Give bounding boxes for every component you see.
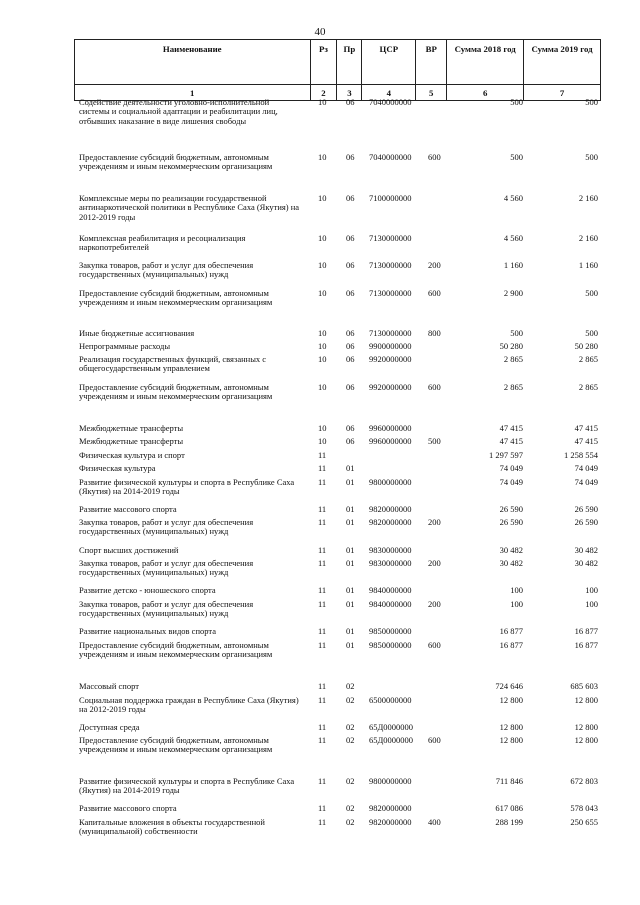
row-name: Развитие массового спорта bbox=[79, 504, 177, 514]
row-pr: 06 bbox=[346, 354, 355, 364]
row-name: Развитие физической культуры и спорта в Республике Саха (Якутия) на 2014-2019 годы bbox=[79, 477, 295, 497]
row-csr: 9820000000 bbox=[369, 803, 412, 813]
row-name: Межбюджетные трансферты bbox=[79, 436, 184, 446]
row-rz: 10 bbox=[318, 152, 327, 162]
row-vr: 400 bbox=[428, 817, 441, 827]
row-vr: 600 bbox=[428, 152, 441, 162]
row-sum-2018: 74 049 bbox=[499, 477, 523, 487]
row-pr: 02 bbox=[346, 803, 355, 813]
row-pr: 01 bbox=[346, 640, 355, 650]
row-rz: 11 bbox=[318, 640, 327, 650]
row-pr: 01 bbox=[346, 626, 355, 636]
row-name: Массовый спорт bbox=[79, 681, 139, 691]
row-sum-2018: 12 800 bbox=[499, 735, 523, 745]
row-pr: 06 bbox=[346, 97, 355, 107]
row-rz: 11 bbox=[318, 695, 327, 705]
header-sum-2019: Сумма 2019 год bbox=[524, 40, 601, 85]
row-sum-2018: 74 049 bbox=[499, 463, 523, 473]
col-number-1: 1 bbox=[75, 85, 311, 101]
row-pr: 01 bbox=[346, 558, 355, 568]
row-sum-2018: 500 bbox=[510, 328, 523, 338]
row-sum-2018: 500 bbox=[510, 97, 523, 107]
row-name: Развитие детско - юношеского спорта bbox=[79, 585, 216, 595]
row-rz: 10 bbox=[318, 436, 327, 446]
row-sum-2019: 74 049 bbox=[574, 463, 598, 473]
row-csr: 7130000000 bbox=[369, 260, 412, 270]
row-csr: 9800000000 bbox=[369, 477, 412, 487]
row-sum-2018: 711 846 bbox=[495, 776, 523, 786]
row-pr: 06 bbox=[346, 328, 355, 338]
row-rz: 10 bbox=[318, 328, 327, 338]
row-pr: 06 bbox=[346, 423, 355, 433]
row-pr: 06 bbox=[346, 382, 355, 392]
row-pr: 06 bbox=[346, 341, 355, 351]
col-number-3: 3 bbox=[337, 85, 362, 101]
row-pr: 01 bbox=[346, 585, 355, 595]
row-pr: 02 bbox=[346, 817, 355, 827]
row-rz: 11 bbox=[318, 817, 327, 827]
row-name: Предоставление субсидий бюджетным, автономным учреждениям и иным некоммерческим организациям bbox=[79, 382, 273, 402]
page-number: 40 bbox=[314, 26, 326, 38]
row-sum-2019: 12 800 bbox=[574, 735, 598, 745]
header-vr: ВР bbox=[416, 40, 447, 85]
row-rz: 11 bbox=[318, 681, 327, 691]
row-csr: 9830000000 bbox=[369, 545, 412, 555]
col-number-2: 2 bbox=[310, 85, 337, 101]
row-sum-2018: 617 086 bbox=[495, 803, 523, 813]
row-name: Спорт высших достижений bbox=[79, 545, 179, 555]
row-csr: 9900000000 bbox=[369, 341, 412, 351]
row-csr: 9920000000 bbox=[369, 382, 412, 392]
row-rz: 11 bbox=[318, 477, 327, 487]
row-rz: 10 bbox=[318, 382, 327, 392]
row-rz: 11 bbox=[318, 545, 327, 555]
col-number-6: 6 bbox=[447, 85, 524, 101]
row-name: Развитие физической культуры и спорта в Республике Саха (Якутия) на 2014-2019 годы bbox=[79, 776, 295, 796]
row-csr: 9820000000 bbox=[369, 504, 412, 514]
row-name: Социальная поддержка граждан в Республике Саха (Якутия) на 2012-2019 годы bbox=[79, 695, 299, 715]
row-pr: 01 bbox=[346, 504, 355, 514]
row-vr: 200 bbox=[428, 260, 441, 270]
row-pr: 06 bbox=[346, 152, 355, 162]
row-pr: 02 bbox=[346, 681, 355, 691]
row-vr: 200 bbox=[428, 558, 441, 568]
row-csr: 65Д0000000 bbox=[369, 722, 414, 732]
row-name: Реализация государственных функций, связанных с общегосударственным управлением bbox=[79, 354, 267, 374]
row-csr: 7130000000 bbox=[369, 328, 412, 338]
row-rz: 11 bbox=[318, 599, 327, 609]
row-name: Доступная среда bbox=[79, 722, 140, 732]
row-sum-2019: 30 482 bbox=[574, 558, 598, 568]
row-sum-2019: 47 415 bbox=[574, 436, 598, 446]
row-rz: 11 bbox=[318, 517, 327, 527]
row-name: Физическая культура и спорт bbox=[79, 450, 185, 460]
row-sum-2019: 100 bbox=[585, 599, 598, 609]
row-pr: 02 bbox=[346, 776, 355, 786]
header-pr: Пр bbox=[337, 40, 362, 85]
row-sum-2018: 26 590 bbox=[499, 504, 523, 514]
row-sum-2018: 47 415 bbox=[499, 436, 523, 446]
row-name: Межбюджетные трансферты bbox=[79, 423, 184, 433]
row-sum-2018: 2 900 bbox=[503, 288, 523, 298]
row-name: Предоставление субсидий бюджетным, автономным учреждениям и иным некоммерческим организациям bbox=[79, 152, 273, 172]
row-sum-2018: 1 297 597 bbox=[489, 450, 523, 460]
row-pr: 02 bbox=[346, 722, 355, 732]
row-name: Закупка товаров, работ и услуг для обеспечения государственных (муниципальных) нужд bbox=[79, 558, 254, 578]
row-name: Физическая культура bbox=[79, 463, 156, 473]
row-sum-2019: 2 160 bbox=[578, 193, 598, 203]
row-pr: 01 bbox=[346, 545, 355, 555]
header-csr: ЦСР bbox=[362, 40, 416, 85]
row-pr: 02 bbox=[346, 695, 355, 705]
col-number-4: 4 bbox=[362, 85, 416, 101]
row-rz: 10 bbox=[318, 423, 327, 433]
row-pr: 01 bbox=[346, 599, 355, 609]
row-sum-2018: 4 560 bbox=[503, 193, 523, 203]
row-name: Предоставление субсидий бюджетным, автономным учреждениям и иным некоммерческим организациям bbox=[79, 735, 273, 755]
row-sum-2018: 100 bbox=[510, 585, 523, 595]
row-vr: 600 bbox=[428, 382, 441, 392]
row-sum-2018: 1 160 bbox=[503, 260, 523, 270]
row-sum-2019: 74 049 bbox=[574, 477, 598, 487]
row-sum-2019: 12 800 bbox=[574, 695, 598, 705]
row-sum-2019: 30 482 bbox=[574, 545, 598, 555]
row-csr: 65Д0000000 bbox=[369, 735, 414, 745]
row-sum-2019: 2 865 bbox=[578, 382, 598, 392]
row-sum-2018: 16 877 bbox=[499, 640, 523, 650]
row-csr: 9840000000 bbox=[369, 585, 412, 595]
row-name: Закупка товаров, работ и услуг для обеспечения государственных (муниципальных) нужд bbox=[79, 260, 254, 280]
row-sum-2018: 12 800 bbox=[499, 722, 523, 732]
row-name: Закупка товаров, работ и услуг для обеспечения государственных (муниципальных) нужд bbox=[79, 517, 254, 537]
row-sum-2019: 500 bbox=[585, 328, 598, 338]
row-csr: 9920000000 bbox=[369, 354, 412, 364]
row-name: Развитие массового спорта bbox=[79, 803, 177, 813]
row-rz: 10 bbox=[318, 233, 327, 243]
row-pr: 06 bbox=[346, 193, 355, 203]
row-sum-2018: 4 560 bbox=[503, 233, 523, 243]
row-sum-2019: 100 bbox=[585, 585, 598, 595]
row-sum-2019: 672 803 bbox=[570, 776, 598, 786]
row-pr: 06 bbox=[346, 233, 355, 243]
row-vr: 600 bbox=[428, 288, 441, 298]
row-sum-2018: 2 865 bbox=[503, 354, 523, 364]
row-csr: 9850000000 bbox=[369, 640, 412, 650]
row-rz: 11 bbox=[318, 463, 327, 473]
row-name: Иные бюджетные ассигнования bbox=[79, 328, 195, 338]
row-rz: 11 bbox=[318, 722, 327, 732]
header-sum-2018: Сумма 2018 год bbox=[447, 40, 524, 85]
row-sum-2019: 47 415 bbox=[574, 423, 598, 433]
row-sum-2019: 500 bbox=[585, 97, 598, 107]
row-pr: 06 bbox=[346, 288, 355, 298]
row-sum-2018: 30 482 bbox=[499, 558, 523, 568]
row-sum-2019: 26 590 bbox=[574, 517, 598, 527]
col-number-5: 5 bbox=[416, 85, 447, 101]
row-sum-2019: 16 877 bbox=[574, 640, 598, 650]
row-rz: 10 bbox=[318, 97, 327, 107]
row-csr: 7040000000 bbox=[369, 152, 412, 162]
row-vr: 200 bbox=[428, 599, 441, 609]
row-sum-2019: 2 160 bbox=[578, 233, 598, 243]
row-sum-2019: 12 800 bbox=[574, 722, 598, 732]
row-csr: 7040000000 bbox=[369, 97, 412, 107]
row-name: Капитальные вложения в объекты государственной (муниципальной) собственности bbox=[79, 817, 265, 837]
row-pr: 02 bbox=[346, 735, 355, 745]
row-pr: 01 bbox=[346, 463, 355, 473]
row-sum-2018: 47 415 bbox=[499, 423, 523, 433]
row-name: Непрограммные расходы bbox=[79, 341, 171, 351]
row-name: Закупка товаров, работ и услуг для обеспечения государственных (муниципальных) нужд bbox=[79, 599, 254, 619]
row-sum-2019: 250 655 bbox=[570, 817, 598, 827]
row-pr: 01 bbox=[346, 477, 355, 487]
row-csr: 9960000000 bbox=[369, 436, 412, 446]
row-csr: 7130000000 bbox=[369, 288, 412, 298]
row-name: Комплексные меры по реализации государственной антинаркотической политики в Республике Саха (Якутия) на 2012-2019 годы bbox=[79, 193, 300, 222]
row-sum-2018: 724 646 bbox=[495, 681, 523, 691]
row-csr: 9800000000 bbox=[369, 776, 412, 786]
row-rz: 11 bbox=[318, 735, 327, 745]
row-sum-2019: 685 603 bbox=[570, 681, 598, 691]
row-sum-2019: 1 258 554 bbox=[564, 450, 598, 460]
row-rz: 11 bbox=[318, 776, 327, 786]
table-header bbox=[74, 39, 601, 101]
row-vr: 200 bbox=[428, 517, 441, 527]
row-sum-2018: 50 280 bbox=[499, 341, 523, 351]
row-sum-2018: 12 800 bbox=[499, 695, 523, 705]
row-pr: 06 bbox=[346, 260, 355, 270]
row-csr: 9820000000 bbox=[369, 817, 412, 827]
row-sum-2019: 16 877 bbox=[574, 626, 598, 636]
row-sum-2019: 26 590 bbox=[574, 504, 598, 514]
row-name: Предоставление субсидий бюджетным, автономным учреждениям и иным некоммерческим организациям bbox=[79, 640, 273, 660]
row-csr: 9960000000 bbox=[369, 423, 412, 433]
row-rz: 10 bbox=[318, 193, 327, 203]
row-name: Комплексная реабилитация и ресоциализация наркопотребителей bbox=[79, 233, 246, 253]
header-rz: Рз bbox=[310, 40, 337, 85]
row-rz: 10 bbox=[318, 288, 327, 298]
row-csr: 9830000000 bbox=[369, 558, 412, 568]
row-sum-2018: 16 877 bbox=[499, 626, 523, 636]
row-name: Предоставление субсидий бюджетным, автономным учреждениям и иным некоммерческим организациям bbox=[79, 288, 273, 308]
row-vr: 800 bbox=[428, 328, 441, 338]
row-pr: 06 bbox=[346, 436, 355, 446]
row-csr: 9850000000 bbox=[369, 626, 412, 636]
row-sum-2019: 1 160 bbox=[578, 260, 598, 270]
row-sum-2018: 30 482 bbox=[499, 545, 523, 555]
row-sum-2018: 100 bbox=[510, 599, 523, 609]
col-number-7: 7 bbox=[524, 85, 601, 101]
row-rz: 11 bbox=[318, 803, 327, 813]
row-csr: 7130000000 bbox=[369, 233, 412, 243]
row-name: Содействие деятельности уголовно-исполнительной системы и социальной адаптации и реабилитации лиц, отбывших наказание в виде лишения свободы bbox=[79, 97, 278, 126]
row-sum-2019: 578 043 bbox=[570, 803, 598, 813]
row-rz: 10 bbox=[318, 354, 327, 364]
row-sum-2019: 500 bbox=[585, 288, 598, 298]
row-sum-2019: 50 280 bbox=[574, 341, 598, 351]
row-rz: 11 bbox=[318, 558, 327, 568]
row-sum-2018: 500 bbox=[510, 152, 523, 162]
header-name: Наименование bbox=[75, 40, 311, 85]
row-vr: 600 bbox=[428, 640, 441, 650]
row-csr: 9840000000 bbox=[369, 599, 412, 609]
row-sum-2018: 288 199 bbox=[495, 817, 523, 827]
row-sum-2019: 2 865 bbox=[578, 354, 598, 364]
row-rz: 11 bbox=[318, 504, 327, 514]
row-pr: 01 bbox=[346, 517, 355, 527]
row-rz: 11 bbox=[318, 585, 327, 595]
row-sum-2018: 2 865 bbox=[503, 382, 523, 392]
row-csr: 7100000000 bbox=[369, 193, 412, 203]
row-sum-2019: 500 bbox=[585, 152, 598, 162]
row-csr: 9820000000 bbox=[369, 517, 412, 527]
row-vr: 600 bbox=[428, 735, 441, 745]
row-vr: 500 bbox=[428, 436, 441, 446]
row-sum-2018: 26 590 bbox=[499, 517, 523, 527]
row-rz: 10 bbox=[318, 341, 327, 351]
row-csr: 6500000000 bbox=[369, 695, 412, 705]
row-name: Развитие национальных видов спорта bbox=[79, 626, 216, 636]
row-rz: 11 bbox=[318, 450, 327, 460]
row-rz: 10 bbox=[318, 260, 327, 270]
row-rz: 11 bbox=[318, 626, 327, 636]
